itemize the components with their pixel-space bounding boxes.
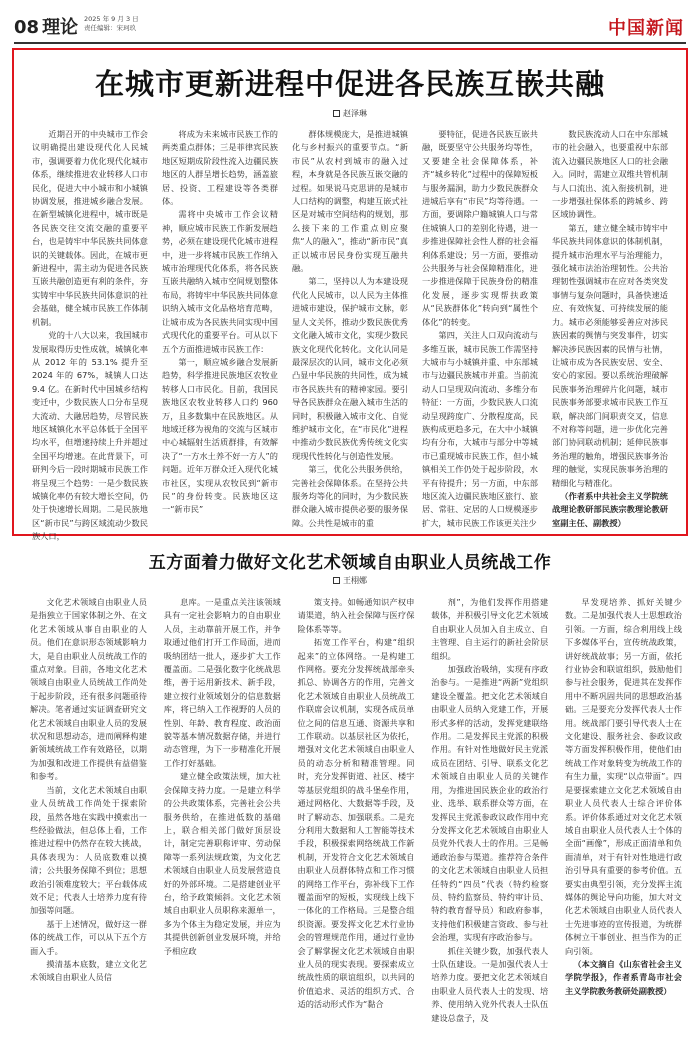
paragraph: 将成为未来城市民族工作的两类重点群体；三是菲律宾民族地区短期成阶段性流入边疆民族地区的人群呈增长趋势，涵盖旅居、投资、工程建设等各类群体。 [162,129,278,207]
article1-column [162,128,278,528]
article1-body [32,128,668,542]
page-number-value: 08 [14,17,40,38]
article1-column [552,128,668,528]
author-square-icon [333,577,340,584]
paragraph: 群体规模庞大，是推进城镇化与乡村振兴的重要节点。“新市民”从农村到城市的融入过程，本身就是各民族互嵌交融的过程。如果说马克思讲的是城市人口结构的调整，构建互嵌式社区是对城市空间结构的规划，那么接下来的工作重点则应聚焦“人的融入”，推动“新市民”真正以城市居民身份实现互融共融。 [292,129,408,274]
author-note: （作者系中共社会主义学院统战理论教研部民族宗教理论教研室副主任、副教授） [552,490,668,528]
article2-column [565,596,682,1028]
article1-column [422,128,538,528]
paragraph: 第五，建立健全城市铸牢中华民族共同体意识的体制机制，提升城市治理水平与治理能力，强化城市法治治理韧性。公共治理韧性强调城市在应对各类突发事情与复杂问题时，具备快速适应、有效恢复、可持续发展的能力。城市必须能够妥善应对涉民族因素的舆情与突发事件，切实解决涉民族因素的民情与社情，让城市成为各民族安居、安全、安心的家园。要以系统治理破解民族事务治理碎片化问题，城市民族事务部要求城市民族工作互联，解决部门间职责交叉，信息不对称等问题，进一步优化完善部门协同联动机制；延伸民族事务治理的触角，增强民族事务治理的触觉，实现民族事务治理的精细化与精准化。 [552,222,668,488]
paragraph: 文化艺术领域自由职业人员是指独立于国家体制之外、在文化艺术领域从事自由职业的人员。他们在意识形态领域影响力大，是自由职业人员统战工作的重点对象。目前，各地文化艺术领域自由职业人员统战工作尚处于起步阶段，还有很多问题亟待解决。笔者通过实证调查研究文化艺术领域自由职业人员的发展状况和思想动态，进而阐释构建新领域统战工作有效路径，以期为加强和改进工作提供有益借鉴和参考。 [30,597,147,782]
paragraph: 第一，顺应城乡融合发展新趋势，科学推进民族地区农牧业转移人口市民化。目前，我国民族地区农牧业转移人口约 960 万，且多数集中在民族地区。从地域迁移为视角的交流与区城市中心城辐射生活质群排，有效解决了“一方水土养不好一方人”的问题。近年万群众迁入现代化城市社区，实现从农牧民到“新市民”的身份转变。民族地区这一“新市民” [162,356,278,515]
paragraph: 当前，文化艺术领域自由职业人员统战工作尚处于探索阶段，虽然各地在实践中摸索出一些经验做法，但总体上看，工作推进过程中仍然存在较大挑战，具体表现为：人员底数难以摸清；公共服务保障不到位；思想政治引领难度较大；平台载体成效不足；代表人士培养力度有待加强等问题。 [30,784,147,916]
article2-column [30,596,147,1028]
article2-column [164,596,281,1028]
section-name: 理论 [42,17,79,38]
paragraph: 策支持。如畅通知识产权申请渠道，纳入社会保障与医疗保险体系等等。 [297,597,415,634]
article2-author [0,575,700,586]
article1-column [32,128,148,542]
paragraph: 息库。一是重点关注该领域具有一定社会影响力的自由职业人员，主动靠前开展工作，并争取通过他们打开工作局面，进而吸纳团结一批人，逐步扩大工作覆盖面。二是强化数字化统战思维，善于运用新技术、新手段，建立按行业领域划分的信息数据库，将已纳入工作视野的人员的性别、年龄、教育程度、政治面貌等基本情况数据存储，并进行动态管理，为下一步精准化开展工作打好基础。 [163,597,281,768]
paragraph: 早发现培养、抓好关键少数。二是加强代表人士思想政治引领。一方面，综合利用线上线下多媒体平台，宣传统战政策，讲好统战故事；另一方面，依托行业协会和联谊组织，鼓励他们参与社会服务，促进其在发挥作用中不断巩固共同的思想政治基础。三是要充分发挥代表人士作用。统战部门要引导代表人士在文化建设、服务社会、参政议政等方面发挥积极作用，使他们由统战工作对象转变为统战工作的有生力量，实现“以点带面”。四是要探索建立文化艺术领域自由职业人员代表人士综合评价体系。评价体系通过对文化艺术领域自由职业人员代表人士个体的全面“画像”，形成正面清单和负面清单，对于有针对性地进行政治引导具有重要的参考价值。五要实由典型引领，充分发挥主流媒体的舆论导向功能，加大对文化艺术领域自由职业人员代表人士先进事迹的宣传报道，为统群体树立干事创业、担当作为的正向引领。 [565,597,682,956]
paragraph: 要特征，促进各民族互嵌共融，既要坚守公共服务均等性，又要建全社会保障体系，补齐“城乡转化”过程中的保障短板与服务漏洞，助力少数民族群众进城后享有“市民”均等待遇。一方面，要调除户籍城镇人口与常住城镇人口的差别化待遇，进一步推进保障社会性人群的社会福利体系建设；另一方面，要推动公共服务与社会保障精准化，进一步推进保障于民族身份的精准化发展，逐步实现帮扶政策从“民族群体化”转向到“属性个体化”的转变。 [422,129,538,327]
article1-author [14,108,686,119]
paragraph: 建立健全政策法规，加大社会保障支持力度。一是建立科学的公共政策体系，完善社会公共服务供给，在推进低数的基础上，联合相关部门做好顶层设计，制定完善职称评审、劳动保障等一系列法规政策，为文化艺术领域自由职业人员发展营造良好的外部环境。二是搭建创业平台，给予政策倾斜。文化艺术领域自由职业人员职称来源单一，多为个体主为稳定发展，并应为其提供创新创业发展环境，并给予相应政 [163,771,281,956]
article1-title: 在城市更新进程中促进各民族互嵌共融 [94,67,605,101]
article1-author-name: 赵泽琳 [343,109,367,118]
paragraph: 基于上述情况，做好这一群体的统战工作，可以从下五个方面入手。 [30,918,147,956]
date-line: 2025 年 9 月 3 日 [84,15,139,23]
article2-author-name: 王栩娜 [343,576,367,585]
article2-column [298,596,415,1028]
article2-column [431,596,548,1028]
article2-body [30,596,682,1028]
author-note: （本文摘自《山东省社会主义学院学报》，作者系青岛市社会主义学院教务教研处副教授） [565,958,682,996]
article1-column [292,128,408,528]
page-number [14,13,78,39]
editor-line: 责任编辑：宋珂玖 [84,24,136,32]
paragraph: 摸清基本底数，建立文化艺术领域自由职业人员信 [30,958,147,983]
paragraph: 第三，优化公共服务供给，完善社会保障体系。在坚持公共服务均等化的同时，为少数民族群众融入城市提供必要的服务保障。公共性是城市的重 [292,464,408,528]
paragraph: 近期召开的中央城市工作会议明确提出建设现代化人民城市，强调要着力优化现代化城市体系，继续推进农业转移人口市民化，促进大中小城市和小城镇协调发展，推进城乡融合发展。在新型城镇化进程中，城市既是各民族交往交流交融的重要平台，也是铸牢中华民族共同体意识的关键载体。因此，在城市更新进程中，需主动为促进各民族互嵌共融创造更有利的条件，夯实铸牢中华民族共同体意识的社会基础，健全城市民族工作体制机制。 [32,129,148,327]
paragraph: 加强政治吸纳，实现有序政治参与。一是推进“两新”党组织建设全覆盖。把文化艺术领域自由职业人员纳入党建工作，开展形式多样的活动，发挥党建联络作用。二是发挥民主党派的积极作用。有针对性地做好民主党派成员在团结、引导、联系文化艺术领域自由职业人员的关键作用，为推进国民族企业的政治行业、选举、联系群众等方面，在发挥民主党派参政议政作用中充分发挥文化艺术领域自由职业人员党外代表人士的作用。三是畅通政治参与渠道。推荐符合条件的文化艺术领域自由职业人员担任特约“四员”代表（特约检察员、特约监察员、特约审计员、特约教育督导员）和政府参事，支持他们积极建言资政、参与社会治理，实现有序政治参与。 [431,664,549,943]
author-square-icon [333,110,340,117]
paragraph: 需将中央城市工作会议精神，顺应城市民族工作新发展趋势，必须在建设现代化城市进程中，进一步将城市民族工作纳入城市治理现代化体系，将各民族互嵌共融纳入城市空间规划整体布局，将铸牢中华民族共同体意识纳入城市文化品格培育范畴，让城市成为各民族共同实现中国式现代化的重要平台。可从以下五个方面推进城市民族工作： [162,209,278,354]
paragraph: 第二，坚持以人为本建设现代化人民城市，以人民为主体推进城市建设，保护城市文脉，彰显人文关怀，推动少数民族优秀文化融入城市文化，实现少数民族文化现代化转化。文化认同是最深层次的认同，城市文化必须凸显中华民族的共同性，成为城市各民族共有的精神家园。要引导各民族群众在融入城市生活的同时，积极融入城市文化、自觉维护城市文化，在“市民化”进程中推动少数民族优秀传统文化实现现代性转化与创造性发展。 [292,276,408,461]
header-info [84,15,139,33]
paragraph: 数民族流动人口在中东部城市的社会融入，也要重视中东部流入边疆民族地区人口的社会融入。同时，需建立双维共管机制与人口流出、流入衔接机制，进一步增强社保体系的跨城乡、跨区域协调性。 [552,129,668,220]
paragraph: 剂”，为他们发挥作用搭建载体，并积极引导文化艺术领域自由职业人员加入自主成立、自主管理、自主运行的新社会阶层组织。 [431,597,549,661]
newspaper-logo: 中国新闻 [608,18,684,39]
header-rule [14,42,686,44]
paragraph: 第四，关注人口双向流动与多维互嵌，城市民族工作需坚持大城市与小城镇并重、中东部城市与边疆民族城市并重。当前流动人口呈现双向流动、多维分布特征：一方面，少数民族人口流动呈现跨度广、分散程度高，民族构成更趋多元，在大中小城镇均有分布，大城市与部分中等城市已重现城市民族工作，但小城镇相关工作仍处于起步阶段，水平有待提升；另一方面，中东部地区流入边疆民族地区旅行、旅居、常驻、定居的人口规模逐步扩大，城市民族工作该更关注少 [422,330,538,528]
article1-box [12,48,688,542]
page-header [14,12,686,40]
article2-title: 五方面着力做好文化艺术领域自由职业人员统战工作 [148,553,552,573]
paragraph: 拓宽工作平台，构建“组织起来”的立体网络。一是构建工作网格。要充分发挥统战部牵头抓总、协调各方的作用，完善文化艺术领域自由职业人员统战工作联席会议机制，实现各成员单位之间的信息互通、资源共享和工作联动。以基层社区为依托，增强对文化艺术领域自由职业人员的动态分析和精准管理。同时，充分发挥街道、社区、楼宇等基层党组织的战斗堡垒作用，通过网格化、大数据等手段，及时了解动态、加强联系。二是充分利用大数据和人工智能等技术手段，积极探索网络统战工作新机制，开发符合文化艺术领域自由职业人员群体特点和工作习惯的网络工作平台，弥补线下工作覆盖面窄的短板，实现线上线下一体化的工作格局。三是整合组织资源。要发挥文化艺术行业协会的管理规范作用，通过行业协会了解掌握文化艺术领域自由职业人员的现实表现。要探索成立统战性质的联谊组织，以共同的价值追求、灵活的组织方式、合适的活动形式作为“黏合 [297,637,415,1010]
paragraph: 抓住关键少数，加强代表人士队伍建设。一是加强代表人士培养力度。要把文化艺术领域自由职业人员代表人士的发现、培养、使用纳入党外代表人士队伍建设总盘子，及 [431,945,549,1023]
paragraph: 党的十八大以来，我国城市发展取得历史性成就，城镇化率从 2012 年的 53.1% 提升至 2024 年的 67%，城镇人口达 9.4 亿。在新时代中国城乡结构变迁中，少数民族人口分布呈现大流动、大融居趋势，尽管民族地区城镇化水平总体低于全国平均水平，但增速持续上升并超过全国平均增速。在此背景下，可研判今后一段时期城市民族工作将呈现三个趋势：一是少数民族城镇化率仍有较大增长空间，仍处于快速增长周期。二是民族地区“新市民”与跨区域流动少数民族人口， [32,330,148,542]
